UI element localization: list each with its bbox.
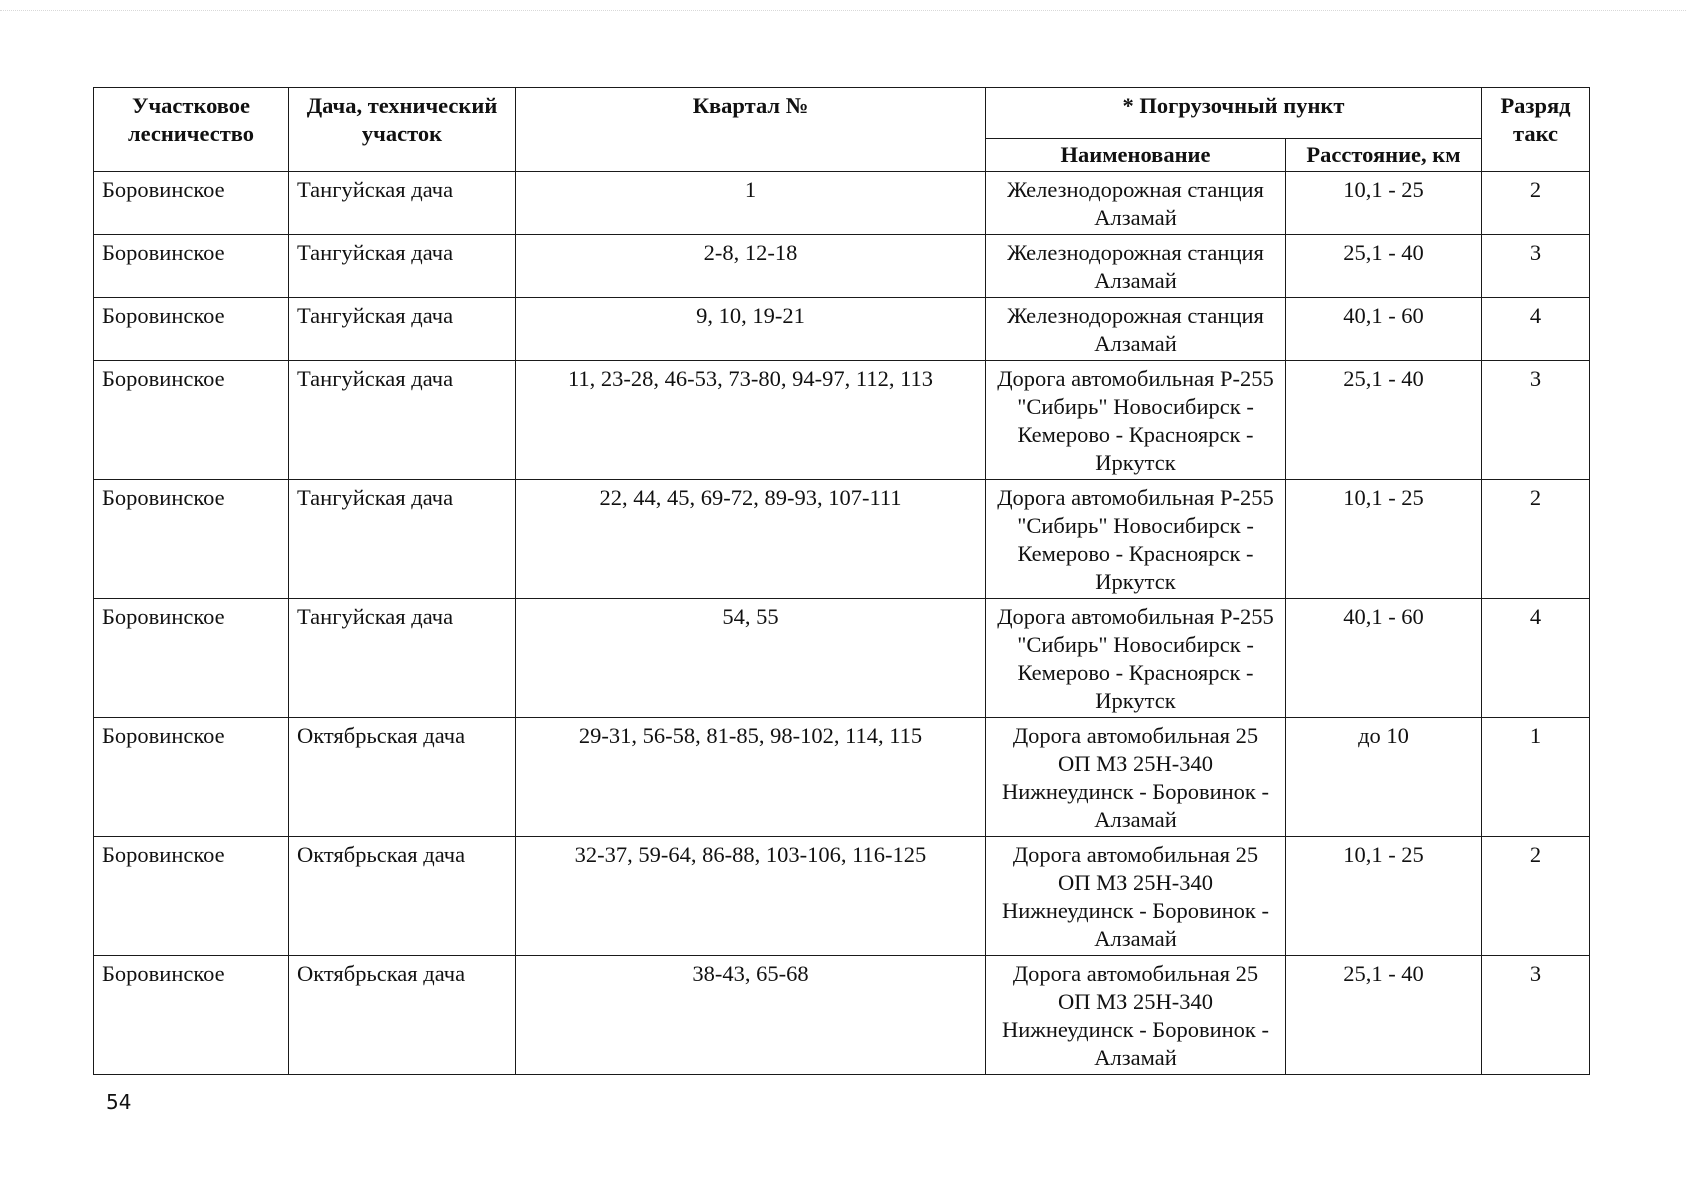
table-row xyxy=(94,298,1590,361)
cell-quarter: 9, 10, 19-21 xyxy=(516,298,986,361)
cell-rank: 2 xyxy=(1482,172,1590,235)
cell-forestry: Боровинское xyxy=(94,480,289,599)
header-quarter: Квартал № xyxy=(516,88,986,172)
cell-distance: 10,1 - 25 xyxy=(1286,837,1482,956)
table-row xyxy=(94,956,1590,1075)
cell-dacha: Тангуйская дача xyxy=(289,480,516,599)
scan-edge xyxy=(0,0,1686,11)
cell-name: Дорога автомобильная 25 ОП МЗ 25Н-340 Нижнеудинск - Боровинок - Алзамай xyxy=(986,718,1286,837)
cell-forestry: Боровинское xyxy=(94,718,289,837)
cell-forestry: Боровинское xyxy=(94,298,289,361)
cell-forestry: Боровинское xyxy=(94,837,289,956)
cell-name: Дорога автомобильная Р-255 "Сибирь" Новосибирск - Кемерово - Красноярск - Иркутск xyxy=(986,480,1286,599)
cell-rank: 4 xyxy=(1482,599,1590,718)
cell-quarter: 29-31, 56-58, 81-85, 98-102, 114, 115 xyxy=(516,718,986,837)
cell-distance: 40,1 - 60 xyxy=(1286,599,1482,718)
page-number: 54 xyxy=(106,1090,132,1114)
header-rank: Разряд такс xyxy=(1482,88,1590,172)
header-loading-point: * Погрузочный пункт xyxy=(986,88,1482,139)
cell-distance: до 10 xyxy=(1286,718,1482,837)
cell-quarter: 2-8, 12-18 xyxy=(516,235,986,298)
cell-name: Дорога автомобильная Р-255 "Сибирь" Новосибирск - Кемерово - Красноярск - Иркутск xyxy=(986,599,1286,718)
cell-quarter: 22, 44, 45, 69-72, 89-93, 107-111 xyxy=(516,480,986,599)
cell-distance: 25,1 - 40 xyxy=(1286,361,1482,480)
table-row xyxy=(94,837,1590,956)
cell-forestry: Боровинское xyxy=(94,361,289,480)
cell-rank: 4 xyxy=(1482,298,1590,361)
table-row xyxy=(94,172,1590,235)
table-row xyxy=(94,599,1590,718)
cell-dacha: Тангуйская дача xyxy=(289,172,516,235)
header-dacha: Дача, технический участок xyxy=(289,88,516,172)
cell-quarter: 11, 23-28, 46-53, 73-80, 94-97, 112, 113 xyxy=(516,361,986,480)
table-row xyxy=(94,718,1590,837)
cell-quarter: 38-43, 65-68 xyxy=(516,956,986,1075)
cell-rank: 1 xyxy=(1482,718,1590,837)
cell-forestry: Боровинское xyxy=(94,172,289,235)
cell-forestry: Боровинское xyxy=(94,235,289,298)
cell-rank: 2 xyxy=(1482,480,1590,599)
cell-distance: 40,1 - 60 xyxy=(1286,298,1482,361)
header-forestry: Участковое лесничество xyxy=(94,88,289,172)
cell-rank: 3 xyxy=(1482,361,1590,480)
cell-dacha: Октябрьская дача xyxy=(289,837,516,956)
cell-name: Дорога автомобильная 25 ОП МЗ 25Н-340 Нижнеудинск - Боровинок - Алзамай xyxy=(986,837,1286,956)
cell-name: Дорога автомобильная Р-255 "Сибирь" Новосибирск - Кемерово - Красноярск - Иркутск xyxy=(986,361,1286,480)
cell-name: Железнодорожная станция Алзамай xyxy=(986,298,1286,361)
table-header-row xyxy=(94,88,1590,139)
cell-distance: 10,1 - 25 xyxy=(1286,172,1482,235)
table-row xyxy=(94,235,1590,298)
cell-forestry: Боровинское xyxy=(94,956,289,1075)
loading-points-table xyxy=(93,87,1590,1075)
cell-name: Железнодорожная станция Алзамай xyxy=(986,235,1286,298)
cell-forestry: Боровинское xyxy=(94,599,289,718)
cell-dacha: Тангуйская дача xyxy=(289,599,516,718)
cell-quarter: 54, 55 xyxy=(516,599,986,718)
cell-name: Железнодорожная станция Алзамай xyxy=(986,172,1286,235)
cell-distance: 25,1 - 40 xyxy=(1286,956,1482,1075)
cell-name: Дорога автомобильная 25 ОП МЗ 25Н-340 Нижнеудинск - Боровинок - Алзамай xyxy=(986,956,1286,1075)
cell-rank: 3 xyxy=(1482,956,1590,1075)
cell-dacha: Тангуйская дача xyxy=(289,298,516,361)
header-distance: Расстояние, км xyxy=(1286,139,1482,172)
table-row xyxy=(94,480,1590,599)
cell-quarter: 1 xyxy=(516,172,986,235)
cell-dacha: Октябрьская дача xyxy=(289,956,516,1075)
cell-dacha: Тангуйская дача xyxy=(289,361,516,480)
cell-distance: 10,1 - 25 xyxy=(1286,480,1482,599)
cell-quarter: 32-37, 59-64, 86-88, 103-106, 116-125 xyxy=(516,837,986,956)
cell-dacha: Тангуйская дача xyxy=(289,235,516,298)
cell-rank: 3 xyxy=(1482,235,1590,298)
table-row xyxy=(94,361,1590,480)
cell-distance: 25,1 - 40 xyxy=(1286,235,1482,298)
cell-rank: 2 xyxy=(1482,837,1590,956)
cell-dacha: Октябрьская дача xyxy=(289,718,516,837)
header-name: Наименование xyxy=(986,139,1286,172)
